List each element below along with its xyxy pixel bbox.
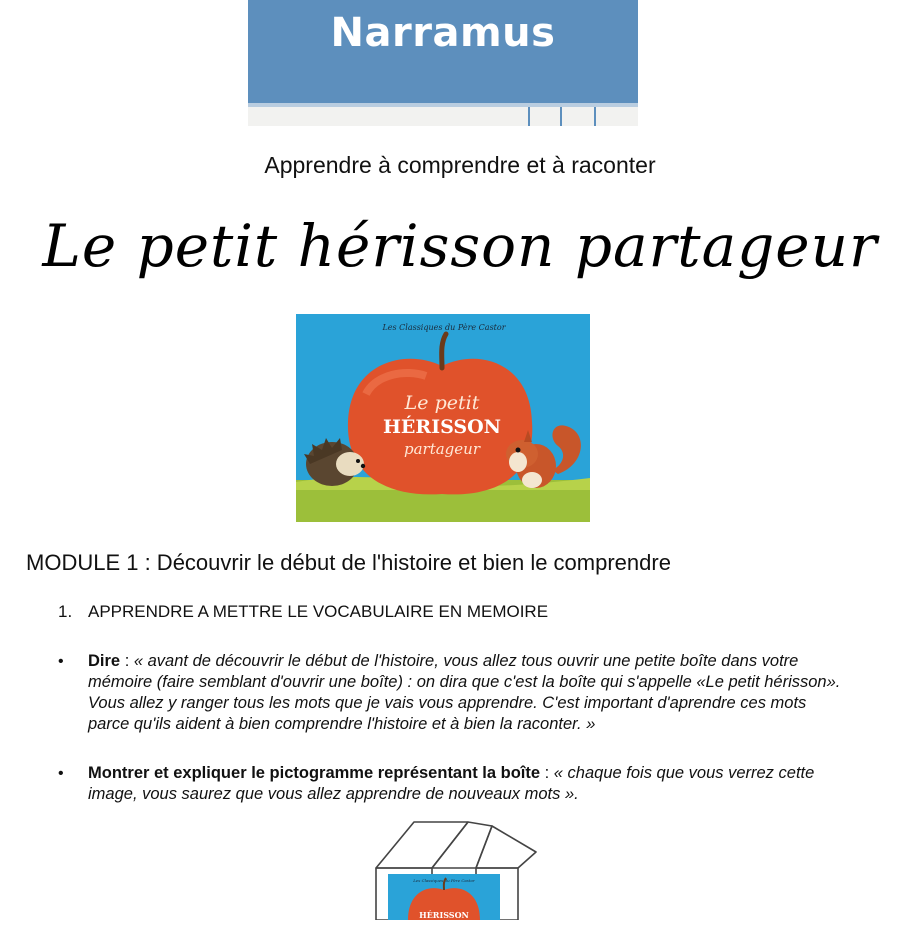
- bullet-lead: Dire: [88, 652, 121, 670]
- bullet-lead: Montrer et expliquer le pictogramme représentant la boîte: [88, 764, 541, 782]
- cover-series-text: Les Classiques du Père Castor: [382, 323, 506, 332]
- cover-title-line2: HÉRISSON: [382, 416, 502, 438]
- module-heading: MODULE 1 : Découvrir le début de l'histoire et bien le comprendre: [26, 550, 671, 575]
- banner-bottom-strip: [248, 107, 638, 126]
- instruction-bullet: [88, 763, 848, 805]
- box-flap-left: [376, 822, 468, 868]
- box-cover-title: HÉRISSON: [419, 910, 469, 920]
- step-label: APPRENDRE A METTRE LE VOCABULAIRE EN MEMOIRE: [88, 602, 549, 621]
- book-cover-image: [296, 314, 590, 522]
- step-number: 1.: [58, 602, 73, 621]
- banner-divider: [560, 107, 562, 126]
- banner-divider: [528, 107, 530, 126]
- narramus-banner: [248, 0, 638, 126]
- bullet-text: « chaque fois que vous verrez cette image, vous saurez que vous allez apprendre de nouveaux mots ».: [88, 764, 815, 803]
- banner-divider: [594, 107, 596, 126]
- bullet-separator: :: [540, 764, 554, 782]
- bullet-separator: :: [120, 652, 134, 670]
- bullet-text: « avant de découvrir le début de l'histoire, vous allez tous ouvrir une petite boîte dans votre mémoire (faire semblant d'ouvrir une boîte) : on dira que c'est la boîte qui s'appelle «Le petit hérisson». Vous allez y ranger tous les mots que je vais vous apprendre. C'est important d'aprendre ces mots parce qu'ils aident à bien comprendre l'histoire et à bien la raconter. »: [88, 652, 841, 733]
- box-flap-right: [476, 826, 536, 868]
- cover-title-line3: partageur: [404, 440, 480, 458]
- banner-title: Narramus: [330, 10, 556, 56]
- instruction-bullet: [88, 651, 848, 735]
- step-heading: [58, 602, 548, 622]
- box-cover-series: Les Classiques du Père Castor: [413, 878, 475, 883]
- page-subtitle: Apprendre à comprendre et à raconter: [264, 152, 656, 178]
- book-title: Le petit hérisson partageur: [42, 212, 878, 280]
- cover-title-line1: Le petit: [404, 392, 480, 414]
- memory-box-pictogram: [368, 812, 544, 920]
